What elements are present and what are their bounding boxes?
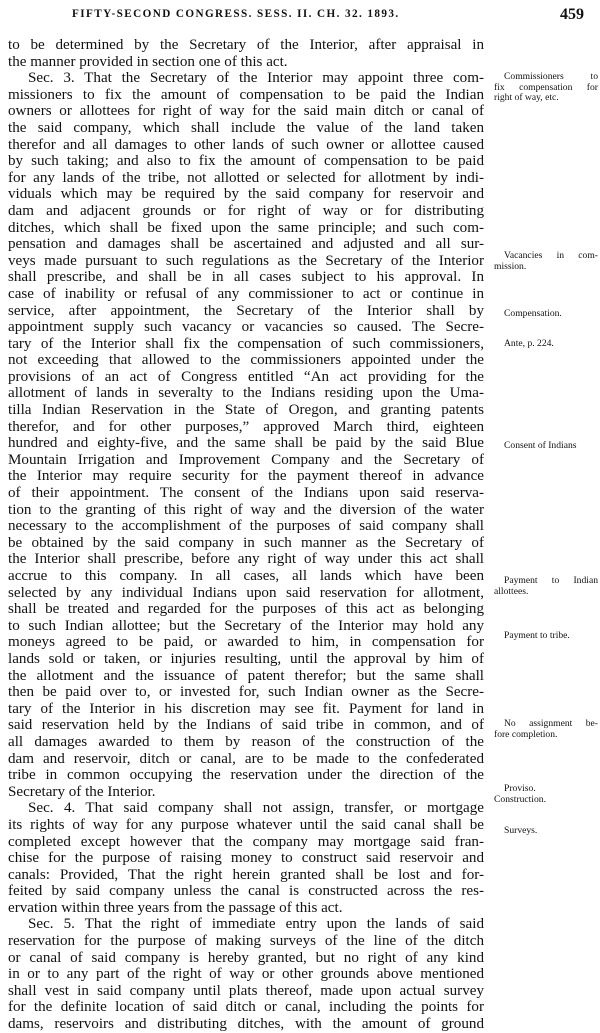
text-line: shall vest in said company until plats thereof, made upon actual survey [8,982,484,999]
note-payment-allottees [494,576,598,597]
text-line: by such taking; and also to fix the amount of compensation to be paid [8,153,484,170]
text-line: missioners to fix the amount of compensation to be paid the Indian [8,86,484,103]
margin-note-line: Consent of Indians [504,440,577,451]
margin-note-line: Commissioners to [504,71,598,82]
text-line: owners or allottees for right of way for the said main ditch or canal of [8,103,484,120]
text-line: the Interior may require security for the payment thereof in advance [8,468,484,485]
text-line: ditches, which shall be fixed upon the same principle; and such com- [8,219,484,236]
margin-note-line: Ante, p. 224. [504,338,554,349]
text-line: the Interior shall prescribe, before any right of way under this act shall [8,551,484,568]
margin-note-line: Proviso. [504,783,536,794]
text-line: veys made pursuant to such regulations as the Secretary of the Interior [8,252,484,269]
text-line: to such Indian allottee; but the Secretary of the Interior may hold any [8,617,484,634]
text-line: moneys agreed to be paid, or awarded to him, in compensation for [8,634,484,651]
margin-note-line: mission. [494,260,527,272]
statute-body-text [8,37,484,1033]
text-line: chise for the purpose of raising money to construct said reservoir and [8,850,484,867]
text-line: tribe in common occupying the reservation under the direction of the [8,767,484,784]
text-line: lands sold or taken, or injuries resulting, until the approval by him of [8,650,484,667]
margin-note-line: right of way, etc. [494,92,559,104]
text-line: reservation for the purpose of making surveys of the line of the ditch [8,933,484,950]
text-line: pensation and damages shall be ascertained and adjusted and all sur- [8,236,484,253]
text-line: appointment supply such vacancy or vacancies so caused. The Secre- [8,319,484,336]
note-surveys [494,826,598,837]
text-line: for the definite location of said ditch or canal, including the points for [8,999,484,1016]
note-payment-tribe [494,631,598,642]
text-line: completed except however that the company may mortgage said fran- [8,833,484,850]
text-line: tion to the granting of this right of way and the diversion of the water [8,501,484,518]
note-consent [494,441,598,452]
margin-note-line: fore completion. [494,728,558,740]
text-line: dam and reservoir, ditch or canal, are to be made to the confederated [8,750,484,767]
text-line: Mountain Irrigation and Improvement Company and the Secretary of [8,451,484,468]
text-line: dams, reservoirs and distributing ditches, with the amount of ground [8,1016,484,1033]
text-line: Sec. 3. That the Secretary of the Interior may appoint three com- [28,70,484,87]
text-line: case of inability or refusal of any commissioner to act or continue in [8,285,484,302]
margin-note-line: No assignment be- [504,718,598,729]
note-no-assignment [494,719,598,740]
text-line: allotment of lands in severalty to the Indians residing upon the Uma- [8,385,484,402]
text-line: necessary to the accomplishment of the purposes of said company shall [8,518,484,535]
text-line: service, after appointment, the Secretary of the Interior shall by [8,302,484,319]
margin-note-line: Construction. [494,793,546,805]
text-line: of their appointment. The consent of the Indians upon said reserva- [8,485,484,502]
text-line: be obtained by the said company in such manner as the Secretary of [8,534,484,551]
note-compensation [494,309,598,320]
note-proviso [494,784,598,805]
text-line: said reservation held by the Indians of said tribe in common, and of [8,717,484,734]
text-line: tary of the Interior shall fix the compensation of such commissioners, [8,335,484,352]
text-line: Secretary of the Interior. [8,783,156,800]
text-line: dam and adjacent grounds or for right of way or for distributing [8,202,484,219]
text-line: tilla Indian Reservation in the State of Oregon, and granting patents [8,402,484,419]
text-line: selected by any individual Indians upon said reservation for allotment, [8,584,484,601]
text-line: ervation within three years from the passage of this act. [8,899,343,916]
text-line: feited by said company unless the canal is constructed across the res- [8,883,484,900]
note-vacancies [494,251,598,272]
text-line: not exceeding that allowed to the commissioners appointed under the [8,352,484,369]
margin-note-line: Payment to Indian [504,575,598,586]
text-line: Sec. 4. That said company shall not assign, transfer, or mortgage [28,800,484,817]
margin-note-line: Compensation. [504,308,562,319]
text-line: canals: Provided, That the right herein granted shall be lost and for- [8,866,484,883]
text-line: all damages awarded to them by reason of the construction of the [8,733,484,750]
note-commissioners [494,72,598,104]
page-number: 459 [560,6,584,23]
note-ante [494,339,598,350]
text-line: or canal of said company is hereby granted, but no right of any kind [8,949,484,966]
text-line: then be paid over to, or invested for, such Indian owner as the Secre- [8,684,484,701]
text-line: the said company, which shall include the value of the land taken [8,119,484,136]
text-line: Sec. 5. That the right of immediate entry upon the lands of said [28,916,484,933]
running-header [0,6,600,28]
text-line: therefor and all damages to other lands of such owner or allottee caused [8,136,484,153]
margin-note-line: Vacancies in com- [504,250,598,261]
text-line: tary of the Interior in his discretion may see fit. Payment for land in [8,700,484,717]
text-line: accrue to this company. In all cases, all lands which have been [8,568,484,584]
text-line: therefor, and for other purposes,” approved March third, eighteen [8,418,484,435]
text-line: provisions of an act of Congress entitled “An act providing for the [8,368,484,385]
text-line: the manner provided in section one of this act. [8,53,288,70]
margin-note-line: fix compensation for [494,81,598,93]
text-line: for any lands of the tribe, not allotted or selected for allotment by indi- [8,169,484,186]
text-line: shall be treated and regarded for the purposes of this act as belonging [8,601,484,618]
text-line: viduals which may be required by the said company for reservoir and [8,186,484,203]
margin-note-line: Payment to tribe. [504,630,570,641]
margin-note-line: allottees. [494,585,529,597]
text-line: in or to any part of the right of way or other grounds above mentioned [8,966,484,983]
text-line: the allotment and the issuance of patent therefor; but the same shall [8,667,484,684]
text-line: shall prescribe, and shall be in all cases subject to his approval. In [8,269,484,286]
text-line: its rights of way for any purpose whatever until the said canal shall be [8,816,484,833]
text-line: hundred and eighty-five, and the same shall be paid by the said Blue [8,435,484,452]
running-head-title: FIFTY-SECOND CONGRESS. SESS. II. CH. 32. 1893. [72,8,400,20]
text-line: to be determined by the Secretary of the Interior, after appraisal in [8,37,484,53]
margin-note-line: Surveys. [504,825,538,836]
